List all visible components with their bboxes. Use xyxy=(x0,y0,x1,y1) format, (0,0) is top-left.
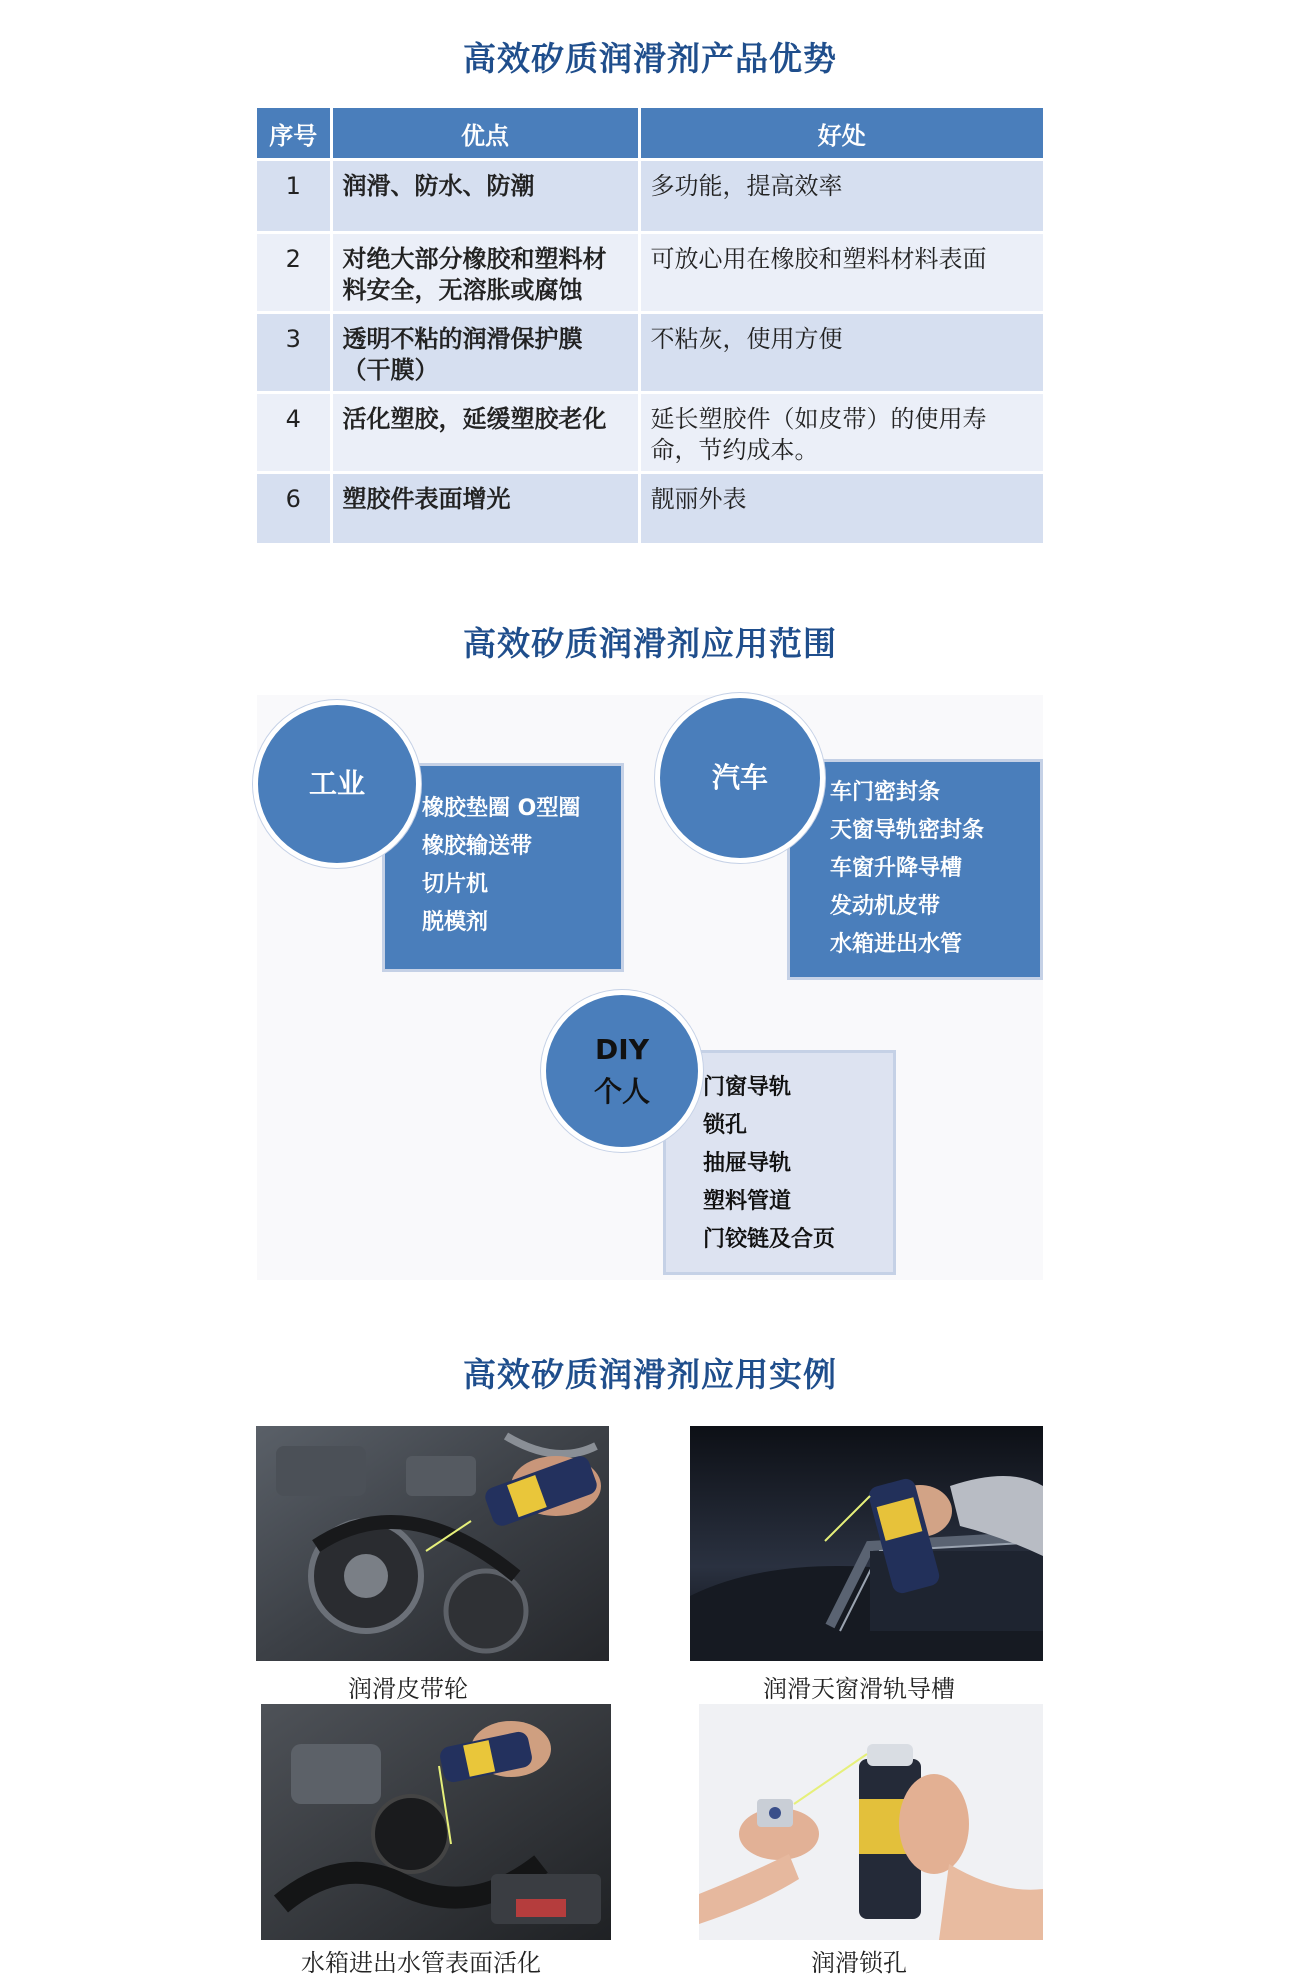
list-item: 天窗导轨密封条 xyxy=(830,818,985,843)
row-number: 3 xyxy=(257,313,331,393)
industry-label: 工业 xyxy=(308,767,365,800)
photo-radiator-hose xyxy=(261,1704,611,1940)
auto-items-box xyxy=(787,759,1043,980)
row-number: 1 xyxy=(257,160,331,233)
section-title-applications: 高效矽质润滑剂应用范围 xyxy=(463,624,837,663)
list-item: 橡胶垫圈 O型圈 xyxy=(422,796,581,821)
photo-sunroof-rail xyxy=(690,1426,1043,1661)
row-advantage: 活化塑胶，延缓塑胶老化 xyxy=(331,393,639,473)
list-item: 抽屉导轨 xyxy=(703,1151,792,1176)
list-item: 车窗升降导槽 xyxy=(830,856,963,881)
list-item: 水箱进出水管 xyxy=(830,932,963,957)
row-advantage: 透明不粘的润滑保护膜（干膜） xyxy=(331,313,639,393)
list-item: 切片机 xyxy=(422,872,489,897)
section-title-examples: 高效矽质润滑剂应用实例 xyxy=(463,1355,837,1394)
row-benefit: 延长塑胶件（如皮带）的使用寿命，节约成本。 xyxy=(639,393,1043,473)
diy-label-line2: 个人 xyxy=(593,1075,650,1108)
list-item: 橡胶输送带 xyxy=(422,834,533,859)
industry-circle xyxy=(253,700,421,868)
list-item: 塑料管道 xyxy=(703,1189,792,1214)
column-header-advantage: 优点 xyxy=(331,108,639,160)
list-item: 脱模剂 xyxy=(422,910,489,935)
row-advantage: 润滑、防水、防潮 xyxy=(331,160,639,233)
row-benefit: 多功能，提高效率 xyxy=(639,160,1043,233)
section-title-advantages: 高效矽质润滑剂产品优势 xyxy=(463,39,837,78)
photo-caption: 水箱进出水管表面活化 xyxy=(301,1949,541,1977)
row-benefit: 可放心用在橡胶和塑料材料表面 xyxy=(639,233,1043,313)
photo-caption: 润滑皮带轮 xyxy=(348,1675,468,1703)
list-item: 门窗导轨 xyxy=(703,1075,792,1100)
table-row xyxy=(257,233,1043,313)
diy-circle xyxy=(541,990,703,1152)
list-item: 车门密封条 xyxy=(830,780,941,805)
list-item: 发动机皮带 xyxy=(830,894,941,919)
photo-caption: 润滑锁孔 xyxy=(811,1949,907,1977)
table-row xyxy=(257,313,1043,393)
row-number: 4 xyxy=(257,393,331,473)
column-header-no: 序号 xyxy=(257,108,331,160)
table-row xyxy=(257,393,1043,473)
list-item: 门铰链及合页 xyxy=(703,1227,836,1252)
row-number: 6 xyxy=(257,473,331,545)
column-header-benefit: 好处 xyxy=(639,108,1043,160)
list-item: 锁孔 xyxy=(703,1113,748,1138)
photo-caption: 润滑天窗滑轨导槽 xyxy=(763,1675,955,1703)
table-row xyxy=(257,160,1043,233)
auto-label: 汽车 xyxy=(711,761,768,794)
row-benefit: 靓丽外表 xyxy=(639,473,1043,545)
photo-lock-hole xyxy=(699,1704,1043,1940)
table-header-row xyxy=(257,108,1043,160)
table-row xyxy=(257,473,1043,545)
row-number: 2 xyxy=(257,233,331,313)
diy-label-line1: DIY xyxy=(595,1033,649,1066)
row-benefit: 不粘灰，使用方便 xyxy=(639,313,1043,393)
row-advantage: 塑胶件表面增光 xyxy=(331,473,639,545)
auto-circle xyxy=(655,693,825,863)
row-advantage: 对绝大部分橡胶和塑料材料安全，无溶胀或腐蚀 xyxy=(331,233,639,313)
advantages-table xyxy=(257,108,1043,546)
photo-belt-pulley xyxy=(256,1426,609,1661)
